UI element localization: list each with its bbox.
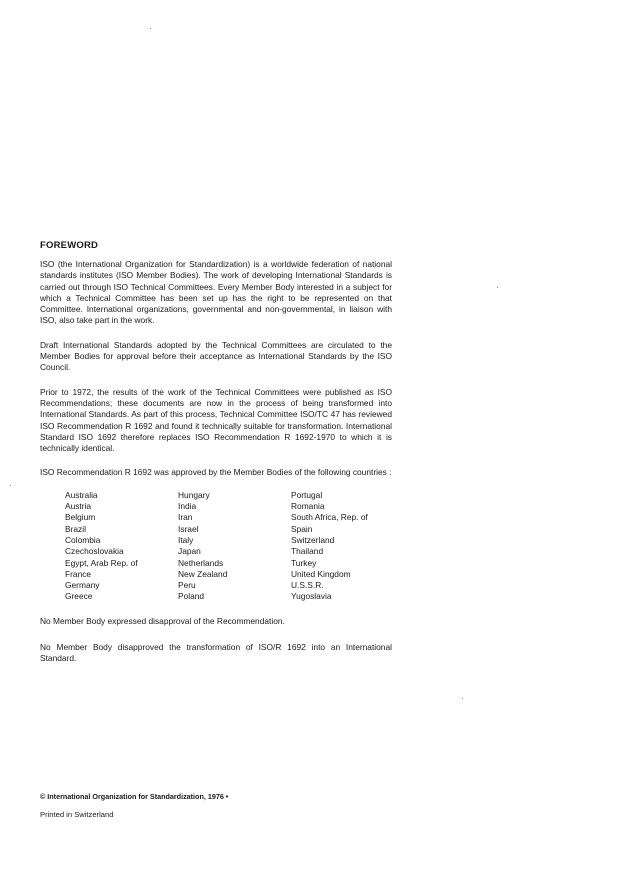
country-item: Iran	[178, 512, 193, 523]
foreword-section	[40, 240, 392, 676]
scan-speck	[150, 28, 151, 29]
country-item: Israel	[178, 523, 199, 534]
country-item: Czechoslovakia	[65, 546, 124, 557]
country-item: New Zealand	[178, 568, 228, 579]
country-column-3	[291, 490, 401, 603]
country-item: Italy	[178, 534, 194, 545]
country-item: France	[65, 568, 92, 579]
country-item: South Africa, Rep. of	[291, 512, 368, 523]
country-list	[65, 490, 392, 603]
country-item: India	[178, 501, 197, 512]
country-item: Colombia	[65, 534, 101, 545]
country-item: Yugoslavia	[291, 591, 332, 602]
country-item: U.S.S.R.	[291, 580, 324, 591]
country-item: Australia	[65, 489, 98, 500]
country-item: Greece	[65, 591, 93, 602]
country-item: Brazil	[65, 523, 86, 534]
scan-speck	[497, 287, 498, 288]
paragraph-no-transformation-disapproval: No Member Body disapproved the transformation of ISO/R 1692 into an International Standard.	[40, 642, 392, 664]
country-item: Romania	[291, 501, 325, 512]
country-item: Peru	[178, 580, 196, 591]
section-heading: FOREWORD	[40, 240, 99, 251]
country-item: Portugal	[291, 489, 323, 500]
paragraph-draft-standards: Draft International Standards adopted by the Technical Committees are circulated to the Member Bodies for approval before their acceptance as International Standards by the ISO Council.	[40, 339, 392, 373]
country-item: Switzerland	[291, 534, 335, 545]
country-item: Poland	[178, 591, 205, 602]
scan-speck	[10, 485, 11, 486]
scan-speck	[462, 698, 463, 699]
country-item: United Kingdom	[291, 568, 351, 579]
country-item: Germany	[65, 580, 100, 591]
paragraph-iso-intro: ISO (the International Organization for Standardization) is a worldwide federation of national standards institutes (ISO Member Bodies). The work of developing International Standards is carried out through ISO Technical Committees. Every Member Body interested in a subject for which a Technical Committee has been set up has the right to be represented on that Committee. International organizations, governmental and non-governmental, in liaison with ISO, also take part in the work.	[40, 259, 392, 326]
country-item: Thailand	[291, 546, 324, 557]
country-column-1	[65, 490, 178, 603]
country-item: Spain	[291, 523, 313, 534]
country-item: Austria	[65, 501, 92, 512]
country-item: Japan	[178, 546, 201, 557]
country-item: Egypt, Arab Rep. of	[65, 557, 138, 568]
country-column-2	[178, 490, 291, 603]
country-item: Hungary	[178, 489, 210, 500]
paragraph-history: Prior to 1972, the results of the work of the Technical Committees were published as ISO Recommendations; these documents are now in the process of being transformed into International Standards. As part of this process, Technical Committee ISO/TC 47 has reviewed ISO Recommendation R 1692 and found it technically suitable for transformation. International Standard ISO 1692 therefore replaces ISO Recommendation R 1692-1970 to which it is technically identical.	[40, 386, 392, 454]
printed-in-notice: Printed in Switzerland	[40, 810, 114, 819]
paragraph-approval: ISO Recommendation R 1692 was approved by the Member Bodies of the following countries :	[40, 467, 392, 478]
copyright-notice: © International Organization for Standardization, 1976 •	[40, 792, 229, 801]
country-item: Turkey	[291, 557, 317, 568]
paragraph-no-disapproval: No Member Body expressed disapproval of the Recommendation.	[40, 615, 285, 626]
country-item: Belgium	[65, 512, 96, 523]
country-item: Netherlands	[178, 557, 224, 568]
